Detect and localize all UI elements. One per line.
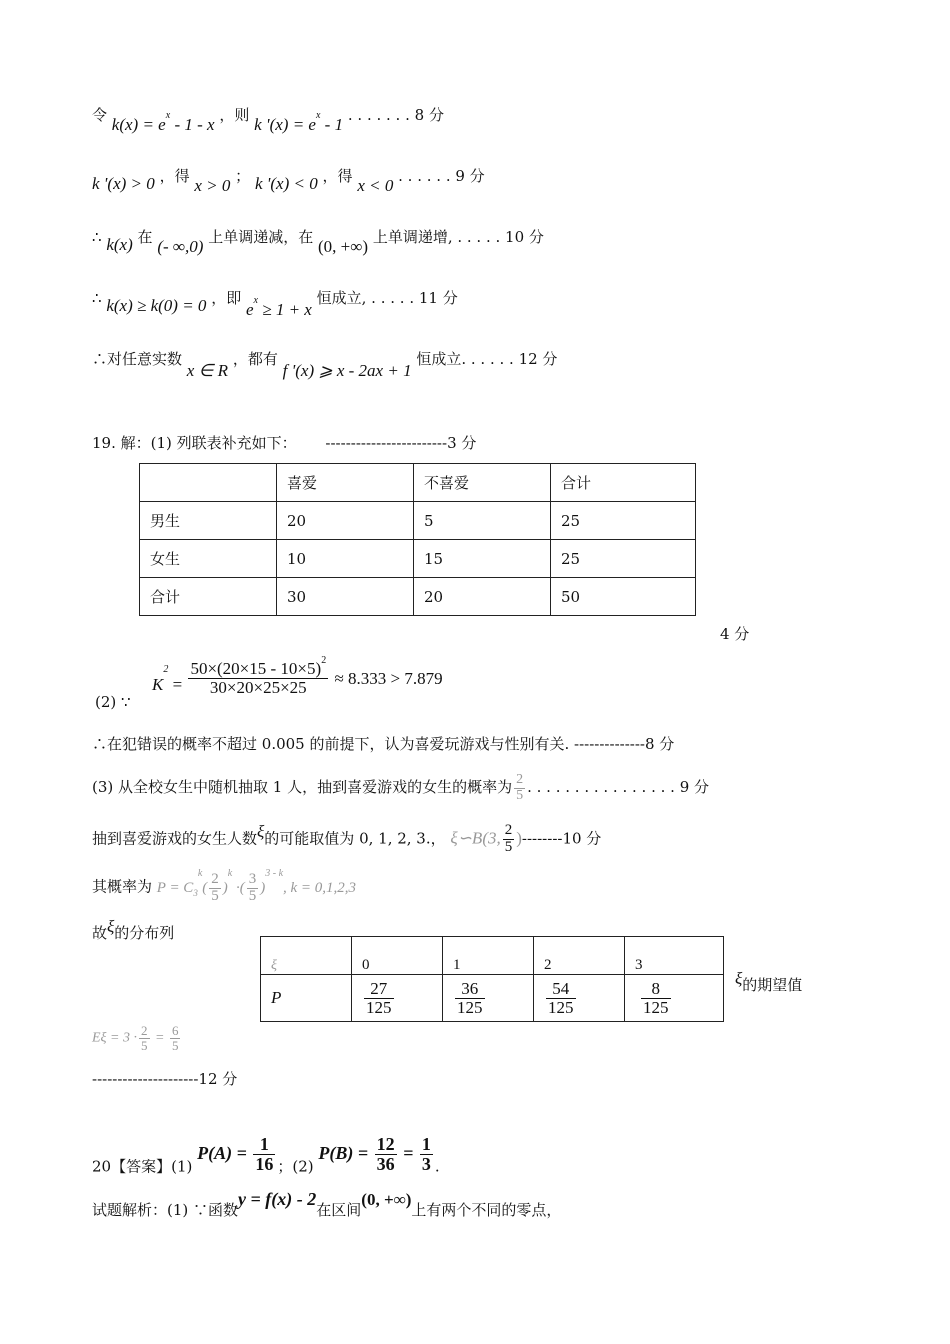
- table-row: [261, 975, 724, 1022]
- text: ，得: [159, 167, 190, 185]
- expect-formula: Eξ = 3 · $\frac{2}{5}$ = $\frac{6}{5}$: [92, 1023, 179, 1053]
- cell: 3: [625, 937, 724, 975]
- xi-symbol: ξ: [257, 822, 265, 842]
- text: ，即: [211, 289, 242, 307]
- text: 的可能取值为 0, 1, 2, 3.，: [264, 829, 446, 848]
- text: 故: [92, 924, 108, 942]
- text: ；(2): [277, 1157, 314, 1176]
- math: x ∈ R: [186, 361, 229, 380]
- q19-heading: [92, 432, 476, 453]
- cell: 10: [277, 540, 414, 578]
- line-values: 抽到喜爱游戏的女生人数ξ的可能取值为 0, 1, 2, 3.， ξ∽B(3, $\frac{2}{5}$ )--------10 分: [92, 822, 602, 855]
- text: 抽到喜爱游戏的女生人数: [92, 829, 258, 848]
- text: (3) 从全校女生中随机抽取 1 人，抽到喜爱游戏的女生的概率为: [92, 778, 513, 797]
- k2-formula: $K^2$ = $\frac{50\times(20\times 15 - 10\times 5)^2}{30\times 20\times 25\times 25}$ ≈ 8.333 > 7.879: [152, 655, 443, 697]
- cell: 不喜爱: [414, 464, 551, 502]
- cell: 合计: [551, 464, 696, 502]
- cell: $\frac{27}{125}$: [352, 975, 443, 1022]
- score: ---------------------12 分: [92, 1070, 238, 1088]
- cell: [140, 464, 277, 502]
- cell: 5: [414, 502, 551, 540]
- line-dist: [92, 917, 175, 943]
- text: 试题解析：(1) ∵函数: [92, 1201, 239, 1219]
- math: $e^x \ge 1 + x$: [246, 295, 312, 319]
- text: 其概率为: [92, 877, 153, 896]
- table-row: [261, 937, 724, 975]
- math: x < 0: [357, 176, 394, 195]
- score: --------10 分: [521, 829, 602, 848]
- cell: 25: [551, 540, 696, 578]
- text: 上单调递增, . . . . . 10 分: [372, 228, 544, 246]
- score: . . . . . . . 8 分: [347, 106, 444, 124]
- cell: $\frac{36}{125}$: [443, 975, 534, 1022]
- score: ------------------------3 分: [325, 434, 477, 452]
- q20-answer: 20【答案】(1) P(A) = $\frac{1}{16}$ ；(2) P(B) = $\frac{12}{36}$ = $\frac{1}{3}$ .: [92, 1134, 440, 1176]
- therefore: ∴: [92, 289, 102, 307]
- math: k(x): [106, 235, 133, 254]
- text: 19. 解：(1) 列联表补充如下：: [92, 434, 297, 452]
- distribution-table: [260, 936, 724, 1022]
- math: (0, +∞): [318, 237, 369, 256]
- line-p3: (3) 从全校女生中随机抽取 1 人，抽到喜爱游戏的女生的概率为 $\frac{2}{5}$ . . . . . . . . . . . . . . . . 9 分: [92, 772, 709, 803]
- cell: 1: [443, 937, 534, 975]
- text: 上单调递减，在: [208, 228, 314, 246]
- text: ∴对任意实数: [92, 350, 183, 368]
- table-row: [140, 578, 696, 616]
- cell: 喜爱: [277, 464, 414, 502]
- text: ，都有: [232, 350, 278, 368]
- text: 上有两个不同的零点，: [411, 1201, 562, 1219]
- math-kprime: k '$(x) = e^x - 1$: [254, 110, 344, 134]
- score: . . . . . . 9 分: [398, 167, 485, 185]
- cell: ξ: [261, 937, 352, 975]
- text: 恒成立. . . . . . 12 分: [416, 350, 558, 368]
- cell: P: [261, 975, 352, 1022]
- cell: 25: [551, 502, 696, 540]
- cell: 20: [414, 578, 551, 616]
- cell: 15: [414, 540, 551, 578]
- text: 令: [92, 106, 108, 124]
- line-5: [92, 348, 558, 380]
- k2-label: (2) ∵: [95, 693, 131, 711]
- line-4: [92, 287, 458, 319]
- math: ξ∽B(3,: [450, 828, 501, 848]
- table-row: [140, 502, 696, 540]
- answer-2: P(B) = $\frac{12}{36}$ = $\frac{1}{3}$: [318, 1134, 431, 1174]
- cell: $\frac{8}{125}$: [625, 975, 724, 1022]
- cell: 女生: [140, 540, 277, 578]
- math: k '(x) < 0: [254, 174, 318, 193]
- line-prob: [92, 868, 357, 905]
- cell: 30: [277, 578, 414, 616]
- cell: 20: [277, 502, 414, 540]
- xi-symbol: ξ: [107, 917, 115, 936]
- table-row: [140, 464, 696, 502]
- cell: 0: [352, 937, 443, 975]
- text: ，则: [219, 106, 250, 124]
- xi-symbol: ξ: [735, 969, 743, 988]
- math: f '(x) ⩾ x - 2ax + 1: [282, 361, 412, 380]
- text: 恒成立, . . . . . 11 分: [316, 289, 458, 307]
- math: (0, +∞): [361, 1190, 412, 1209]
- text: 在区间: [316, 1201, 362, 1219]
- cell: 男生: [140, 502, 277, 540]
- math: (- ∞,0): [157, 237, 204, 256]
- math-k: $k(x) = e^x - 1 - x$: [111, 110, 215, 134]
- cell: 合计: [140, 578, 277, 616]
- score: 4 分: [720, 625, 750, 643]
- answer-1: P(A) = $\frac{1}{16}$: [197, 1134, 274, 1174]
- text: 的期望值: [742, 976, 803, 994]
- text: ；: [235, 167, 251, 185]
- text: 在: [137, 228, 153, 246]
- line-3: [92, 226, 544, 256]
- table-row: [140, 540, 696, 578]
- math: y = f(x) - 2: [238, 1189, 317, 1209]
- conclusion-line: ∴在犯错误的概率不超过 0.005 的前提下，认为喜爱玩游戏与性别有关. --------------8 分: [92, 735, 675, 753]
- contingency-table: [139, 463, 696, 616]
- prob-formula: $P = C_3^k$( $\frac{2}{5}$ )$^k$ ·( $\frac{3}{5}$ )$^{3 - k}$, k = 0,1,2,3: [156, 868, 357, 904]
- cell: 2: [534, 937, 625, 975]
- text: 的分布列: [114, 924, 175, 942]
- math: k '(x) > 0: [92, 174, 155, 193]
- text: ，得: [322, 167, 353, 185]
- math: x > 0: [194, 176, 231, 195]
- line-solution: [92, 1189, 562, 1220]
- text: 20【答案】(1): [92, 1157, 193, 1176]
- cell: 50: [551, 578, 696, 616]
- line-expect: [735, 969, 803, 995]
- math: k(x) ≥ k(0) = 0: [106, 296, 207, 315]
- score: . . . . . . . . . . . . . . . . 9 分: [527, 778, 709, 797]
- therefore: ∴: [92, 228, 102, 246]
- line-1: [92, 104, 444, 134]
- cell: $\frac{54}{125}$: [534, 975, 625, 1022]
- line-2: [92, 165, 485, 195]
